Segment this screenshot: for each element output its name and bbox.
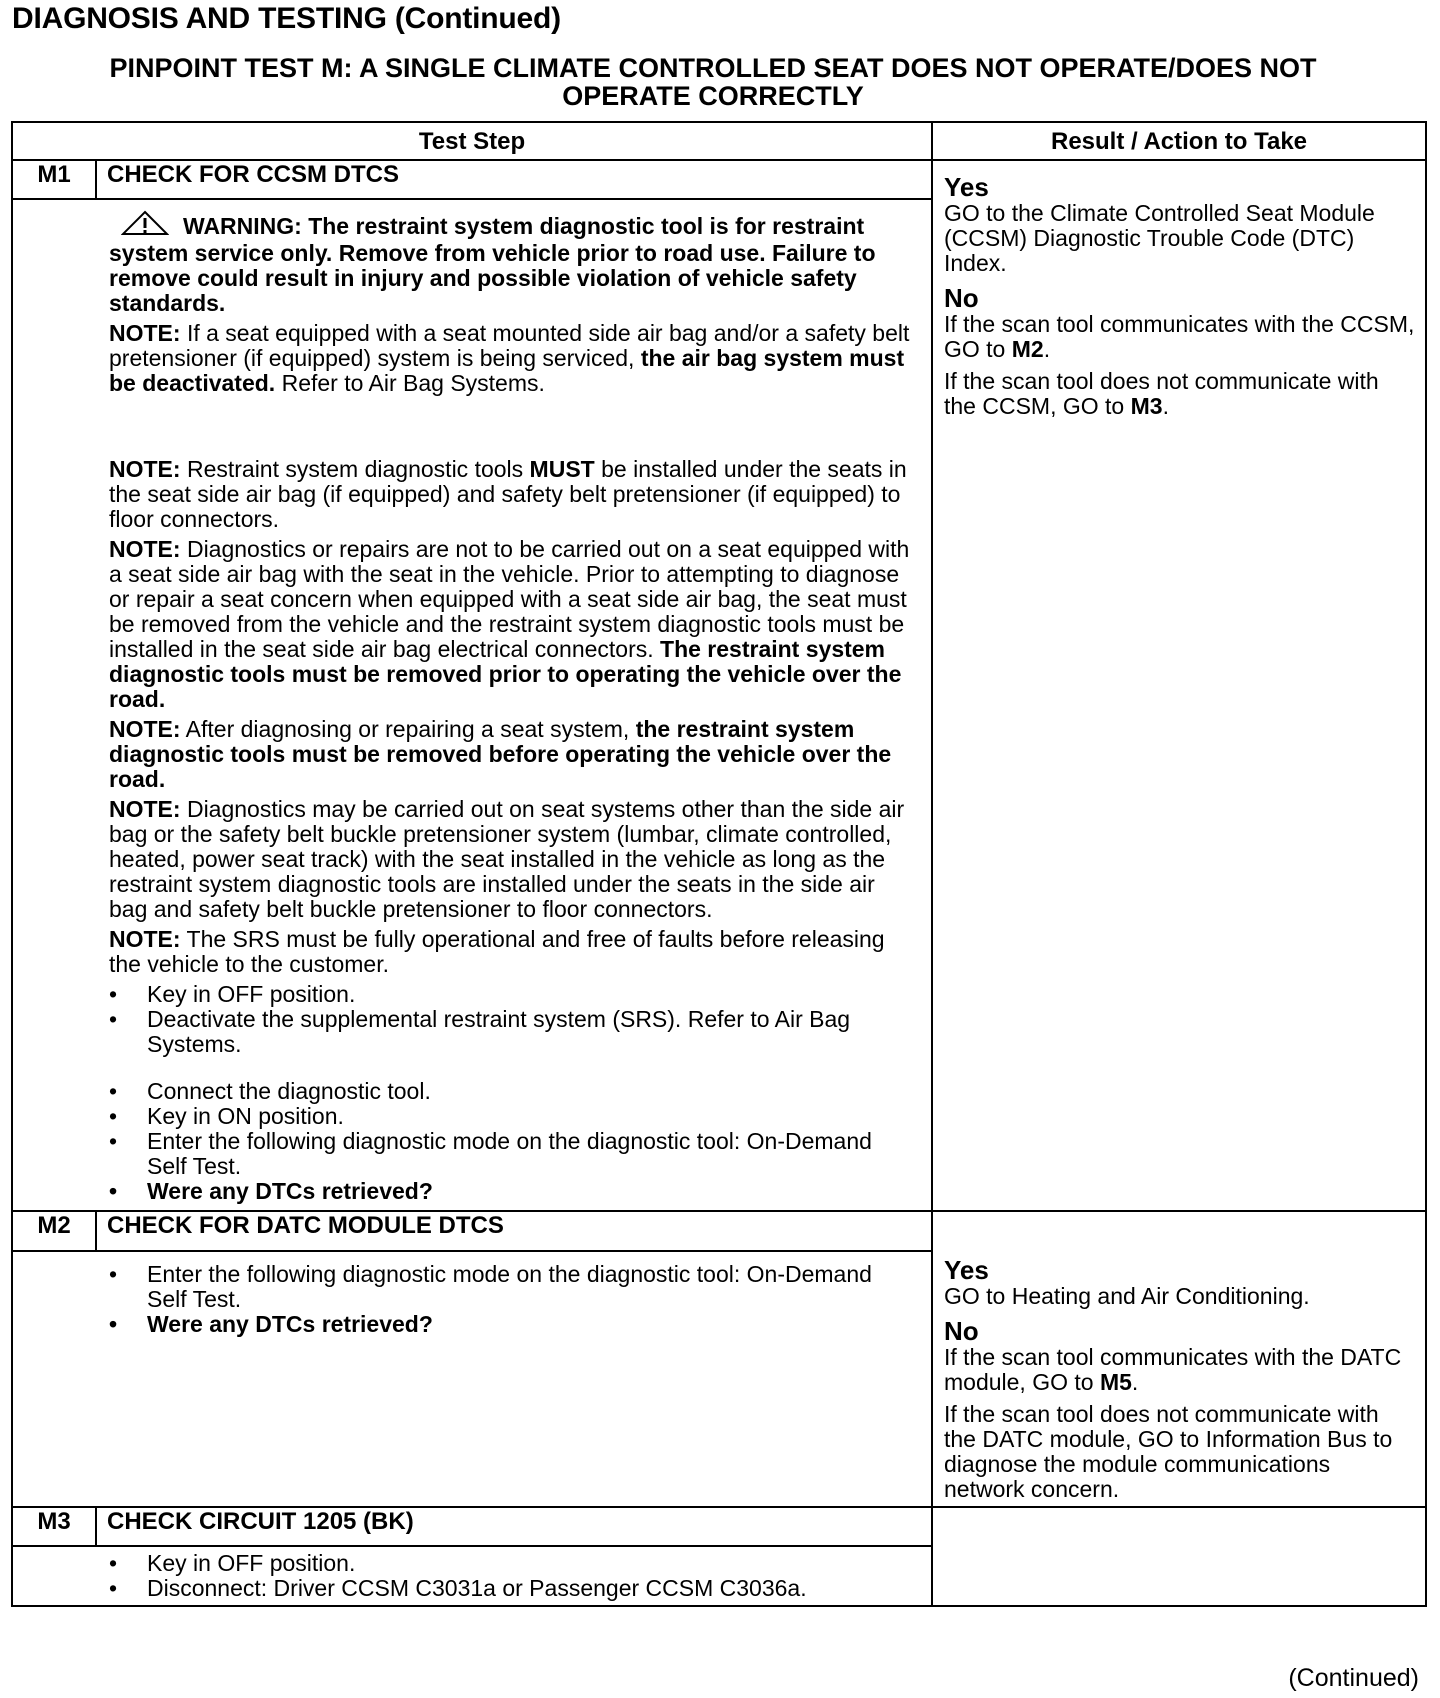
step-m1-body xyxy=(12,199,932,1211)
yes-action: GO to the Climate Controlled Seat Module (CCSM) Diagnostic Trouble Code (DTC) Index. xyxy=(944,200,1375,276)
step-m2-body xyxy=(12,1251,932,1507)
note-2: NOTE: Restraint system diagnostic tools MUST be installed under the seats in the seat side air bag (if equipped) and safety belt pretensioner (if equipped) to floor connectors. xyxy=(109,456,907,532)
continued-label: (Continued) xyxy=(1288,1664,1419,1692)
yes-action: GO to Heating and Air Conditioning. xyxy=(944,1283,1310,1309)
yes-label: Yes xyxy=(944,1255,989,1285)
list-item: • Enter the following diagnostic mode on the diagnostic tool: On-Demand Self Test. xyxy=(109,1262,915,1312)
no-action-2: If the scan tool does not communicate with the CCSM, GO to M3. xyxy=(944,368,1379,419)
no-action-1: If the scan tool communicates with the DATC module, GO to M5. xyxy=(944,1344,1402,1395)
column-header-test-step: Test Step xyxy=(12,122,932,160)
table-header-row xyxy=(12,122,1426,160)
list-item-question: • Were any DTCs retrieved? xyxy=(109,1312,915,1337)
column-header-result: Result / Action to Take xyxy=(932,122,1426,160)
note-4: NOTE: After diagnosing or repairing a seat system, the restraint system diagnostic tools must be removed before operating the vehicle over the road. xyxy=(109,716,892,792)
warning-triangle-icon xyxy=(121,210,169,241)
step-m3-header-row xyxy=(12,1507,1426,1546)
step-m2-header-row xyxy=(12,1211,1426,1251)
no-action-1: If the scan tool communicates with the CCSM, GO to M2. xyxy=(944,311,1415,362)
step-m1-header-row xyxy=(12,160,1426,199)
list-item: • Key in OFF position. xyxy=(109,982,915,1007)
step-title: CHECK FOR CCSM DTCS xyxy=(96,160,932,199)
bullet-list-1 xyxy=(109,982,915,1057)
step-m3-body xyxy=(12,1546,932,1606)
test-title-line2: OPERATE CORRECTLY xyxy=(562,81,864,111)
step-id: M2 xyxy=(12,1211,96,1251)
pinpoint-test-title xyxy=(0,54,1426,110)
step-m2-result xyxy=(932,1211,1426,1507)
bullet-list-2 xyxy=(109,1079,915,1204)
step-m1-result xyxy=(932,160,1426,1211)
note-3: NOTE: Diagnostics or repairs are not to be carried out on a seat equipped with a seat side air bag with the seat in the vehicle. Prior to attempting to diagnose or repair a seat concern when equipped with a seat side air bag, the seat must be removed from the vehicle and the restraint system diagnostic tools must be installed in the seat side air bag electrical connectors. The restraint system diagnostic tools must be removed prior to operating the vehicle over the road. xyxy=(109,536,910,712)
page-title: DIAGNOSIS AND TESTING (Continued) xyxy=(12,2,561,35)
list-item: • Key in ON position. xyxy=(109,1104,915,1129)
list-item: • Deactivate the supplemental restraint system (SRS). Refer to Air Bag Systems. xyxy=(109,1007,915,1057)
bullet-list xyxy=(109,1262,915,1337)
no-label: No xyxy=(944,1316,979,1346)
yes-label: Yes xyxy=(944,172,989,202)
test-title-line1: PINPOINT TEST M: A SINGLE CLIMATE CONTROLLED SEAT DOES NOT OPERATE/DOES NOT xyxy=(109,53,1317,83)
warning: WARNING: The restraint system diagnostic tool is for restraint system service only. Remove from vehicle prior to road use. Failure to remove could result in injury and possible violation of vehicle safety standards. xyxy=(109,210,915,316)
list-item: • Disconnect: Driver CCSM C3031a or Passenger CCSM C3036a. xyxy=(109,1576,915,1601)
list-item: • Enter the following diagnostic mode on the diagnostic tool: On-Demand Self Test. xyxy=(109,1129,915,1179)
step-title: CHECK CIRCUIT 1205 (BK) xyxy=(96,1507,932,1546)
no-label: No xyxy=(944,283,979,313)
bullet-list xyxy=(109,1551,915,1601)
pinpoint-test-table xyxy=(11,121,1427,1607)
note-1: NOTE: If a seat equipped with a seat mounted side air bag and/or a safety belt pretensioner (if equipped) system is being serviced, the air bag system must be deactivated. Refer to Air Bag Systems. xyxy=(109,320,910,396)
list-item: • Connect the diagnostic tool. xyxy=(109,1079,915,1104)
step-title: CHECK FOR DATC MODULE DTCS xyxy=(96,1211,932,1251)
step-id: M3 xyxy=(12,1507,96,1546)
list-item: • Key in OFF position. xyxy=(109,1551,915,1576)
note-5: NOTE: Diagnostics may be carried out on seat systems other than the side air bag or the safety belt buckle pretensioner system (lumbar, climate controlled, heated, power seat track) with the seat installed in the vehicle as long as the restraint system diagnostic tools are installed under the seats in the side air bag and safety belt buckle pretensioner to floor connectors. xyxy=(109,796,905,922)
no-action-2: If the scan tool does not communicate with the DATC module, GO to Information Bus to diagnose the module communications network concern. xyxy=(944,1401,1393,1502)
list-item-question: • Were any DTCs retrieved? xyxy=(109,1179,915,1204)
step-m3-result xyxy=(932,1507,1426,1606)
note-6: NOTE: The SRS must be fully operational and free of faults before releasing the vehicle to the customer. xyxy=(109,926,885,977)
step-id: M1 xyxy=(12,160,96,199)
